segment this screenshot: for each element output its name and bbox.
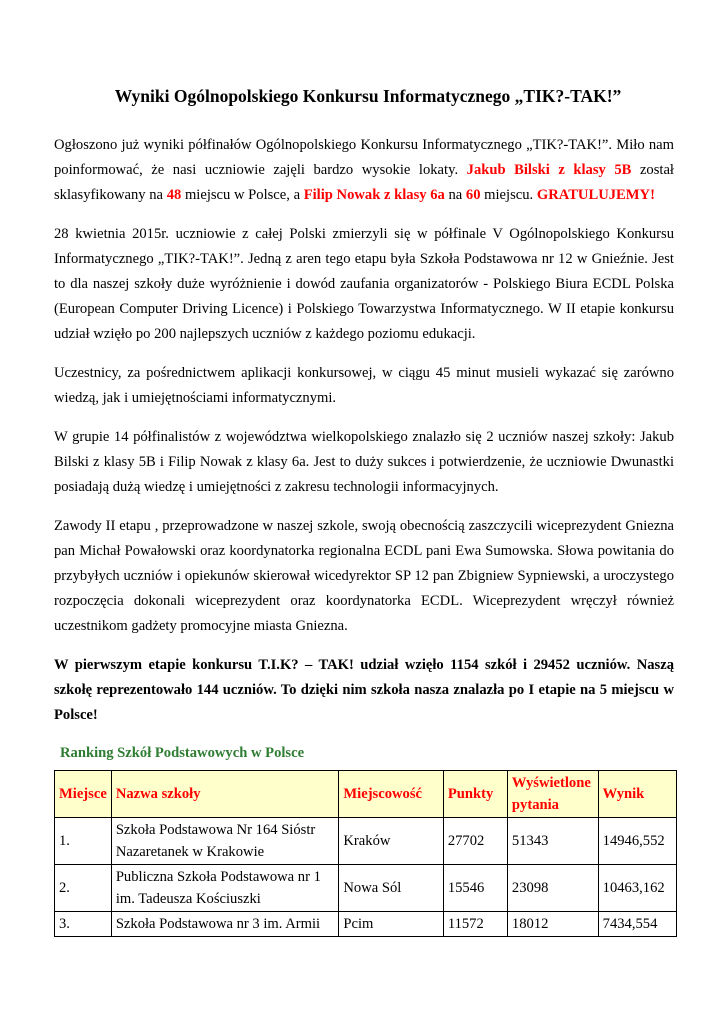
header-city: Miejscowość	[339, 771, 443, 818]
text: Ogłoszono już wyniki półfinałów Ogólnopolskiego Konkursu Informatycznego „TIK?-TAK!”. Miło nam poinformować, że nasi uczniowie zajęli bardzo wysokie lokaty.	[54, 137, 674, 178]
cell-school-name: Szkoła Podstawowa nr 3 im. Armii	[111, 912, 339, 937]
table-row	[55, 818, 677, 865]
cell-result: 14946,552	[598, 818, 676, 865]
cell-city: Pcim	[339, 912, 443, 937]
place-2: 60	[465, 187, 481, 203]
cell-points: 15546	[443, 865, 507, 912]
table-row	[55, 912, 677, 937]
cell-points: 27702	[443, 818, 507, 865]
congratulations: GRATULUJEMY!	[536, 187, 655, 203]
ranking-table	[54, 770, 677, 937]
cell-city: Kraków	[339, 818, 443, 865]
cell-school-name: Szkoła Podstawowa Nr 164 Sióstr Nazaretanek w Krakowie	[111, 818, 339, 865]
cell-school-name: Publiczna Szkoła Podstawowa nr 1 im. Tadeusza Kościuszki	[111, 865, 339, 912]
table-header-row	[55, 771, 677, 818]
cell-city: Nowa Sól	[339, 865, 443, 912]
header-questions: Wyświetlone pytania	[507, 771, 598, 818]
text: na	[448, 187, 463, 203]
header-result: Wynik	[598, 771, 676, 818]
paragraph-first-stage: W pierwszym etapie konkursu T.I.K? – TAK! udział wzięło 1154 szkół i 29452 uczniów. Naszą szkołę reprezentowało 144 uczniów. To dzięki nim szkoła nasza znalazła po I etapie na 5 miejscu w Polsce!	[54, 657, 674, 723]
student-name-1: Jakub Bilski z klasy 5B	[466, 162, 632, 178]
text: został sklasyfikowany na	[54, 162, 674, 203]
place-1: 48	[166, 187, 182, 203]
paragraph-group: W grupie 14 półfinalistów z województwa wielkopolskiego znalazło się 2 uczniów naszej szkoły: Jakub Bilski z klasy 5B i Filip Nowak z klasy 6a. Jest to duży sukces i potwierdzenie, że uczniowie Dwunastki posiadają dużą wiedzę i umiejętności z zakresu technologii informacyjnych.	[54, 429, 674, 495]
cell-place: 3.	[55, 912, 112, 937]
header-points: Punkty	[443, 771, 507, 818]
cell-questions: 51343	[507, 818, 598, 865]
cell-place: 1.	[55, 818, 112, 865]
text: miejscu.	[484, 187, 534, 203]
student-name-2: Filip Nowak z klasy 6a	[303, 187, 445, 203]
paragraph-results	[54, 133, 674, 208]
text: miejscu w Polsce, a	[184, 187, 301, 203]
table-row	[55, 865, 677, 912]
paragraph-semifinal: 28 kwietnia 2015r. uczniowie z całej Polski zmierzyli się w półfinale V Ogólnopolskiego Konkursu Informatycznego „TIK?-TAK!”. Jedną z aren tego etapu była Szkoła Podstawowa nr 12 w Gnieźnie. Jest to dla naszej szkoły duże wyróżnienie i dowód zaufania organizatorów - Polskiego Biura ECDL Polska (European Computer Driving Licence) i Polskiego Towarzystwa Informatycznego. W II etapie konkursu udział wzięło po 200 najlepszych uczniów z każdego poziomu edukacji.	[54, 226, 674, 342]
document-title: Wyniki Ogólnopolskiego Konkursu Informatycznego „TIK?-TAK!”	[114, 86, 622, 106]
ranking-title: Ranking Szkół Podstawowych w Polsce	[60, 745, 305, 761]
document-page	[54, 84, 674, 937]
cell-questions: 18012	[507, 912, 598, 937]
paragraph-event: Zawody II etapu , przeprowadzone w naszej szkole, swoją obecnością zaszczycili wiceprezydent Gniezna pan Michał Powałowski oraz koordynatorka regionalna ECDL pani Ewa Sumowska. Słowa powitania do przybyłych uczniów i opiekunów skierował wicedyrektor SP 12 pan Zbigniew Sypniewski, a uroczystego rozpoczęcia dokonali wiceprezydent oraz koordynatorka ECDL. Wiceprezydent wręczył również uczestnikom gadżety promocyjne miasta Gniezna.	[54, 518, 674, 634]
cell-points: 11572	[443, 912, 507, 937]
paragraph-participants: Uczestnicy, za pośrednictwem aplikacji konkursowej, w ciągu 45 minut musieli wykazać się zarówno wiedzą, jak i umiejętnościami informatycznymi.	[54, 365, 674, 406]
header-school-name: Nazwa szkoły	[111, 771, 339, 818]
header-place: Miejsce	[55, 771, 112, 818]
cell-place: 2.	[55, 865, 112, 912]
cell-result: 10463,162	[598, 865, 676, 912]
cell-questions: 23098	[507, 865, 598, 912]
cell-result: 7434,554	[598, 912, 676, 937]
